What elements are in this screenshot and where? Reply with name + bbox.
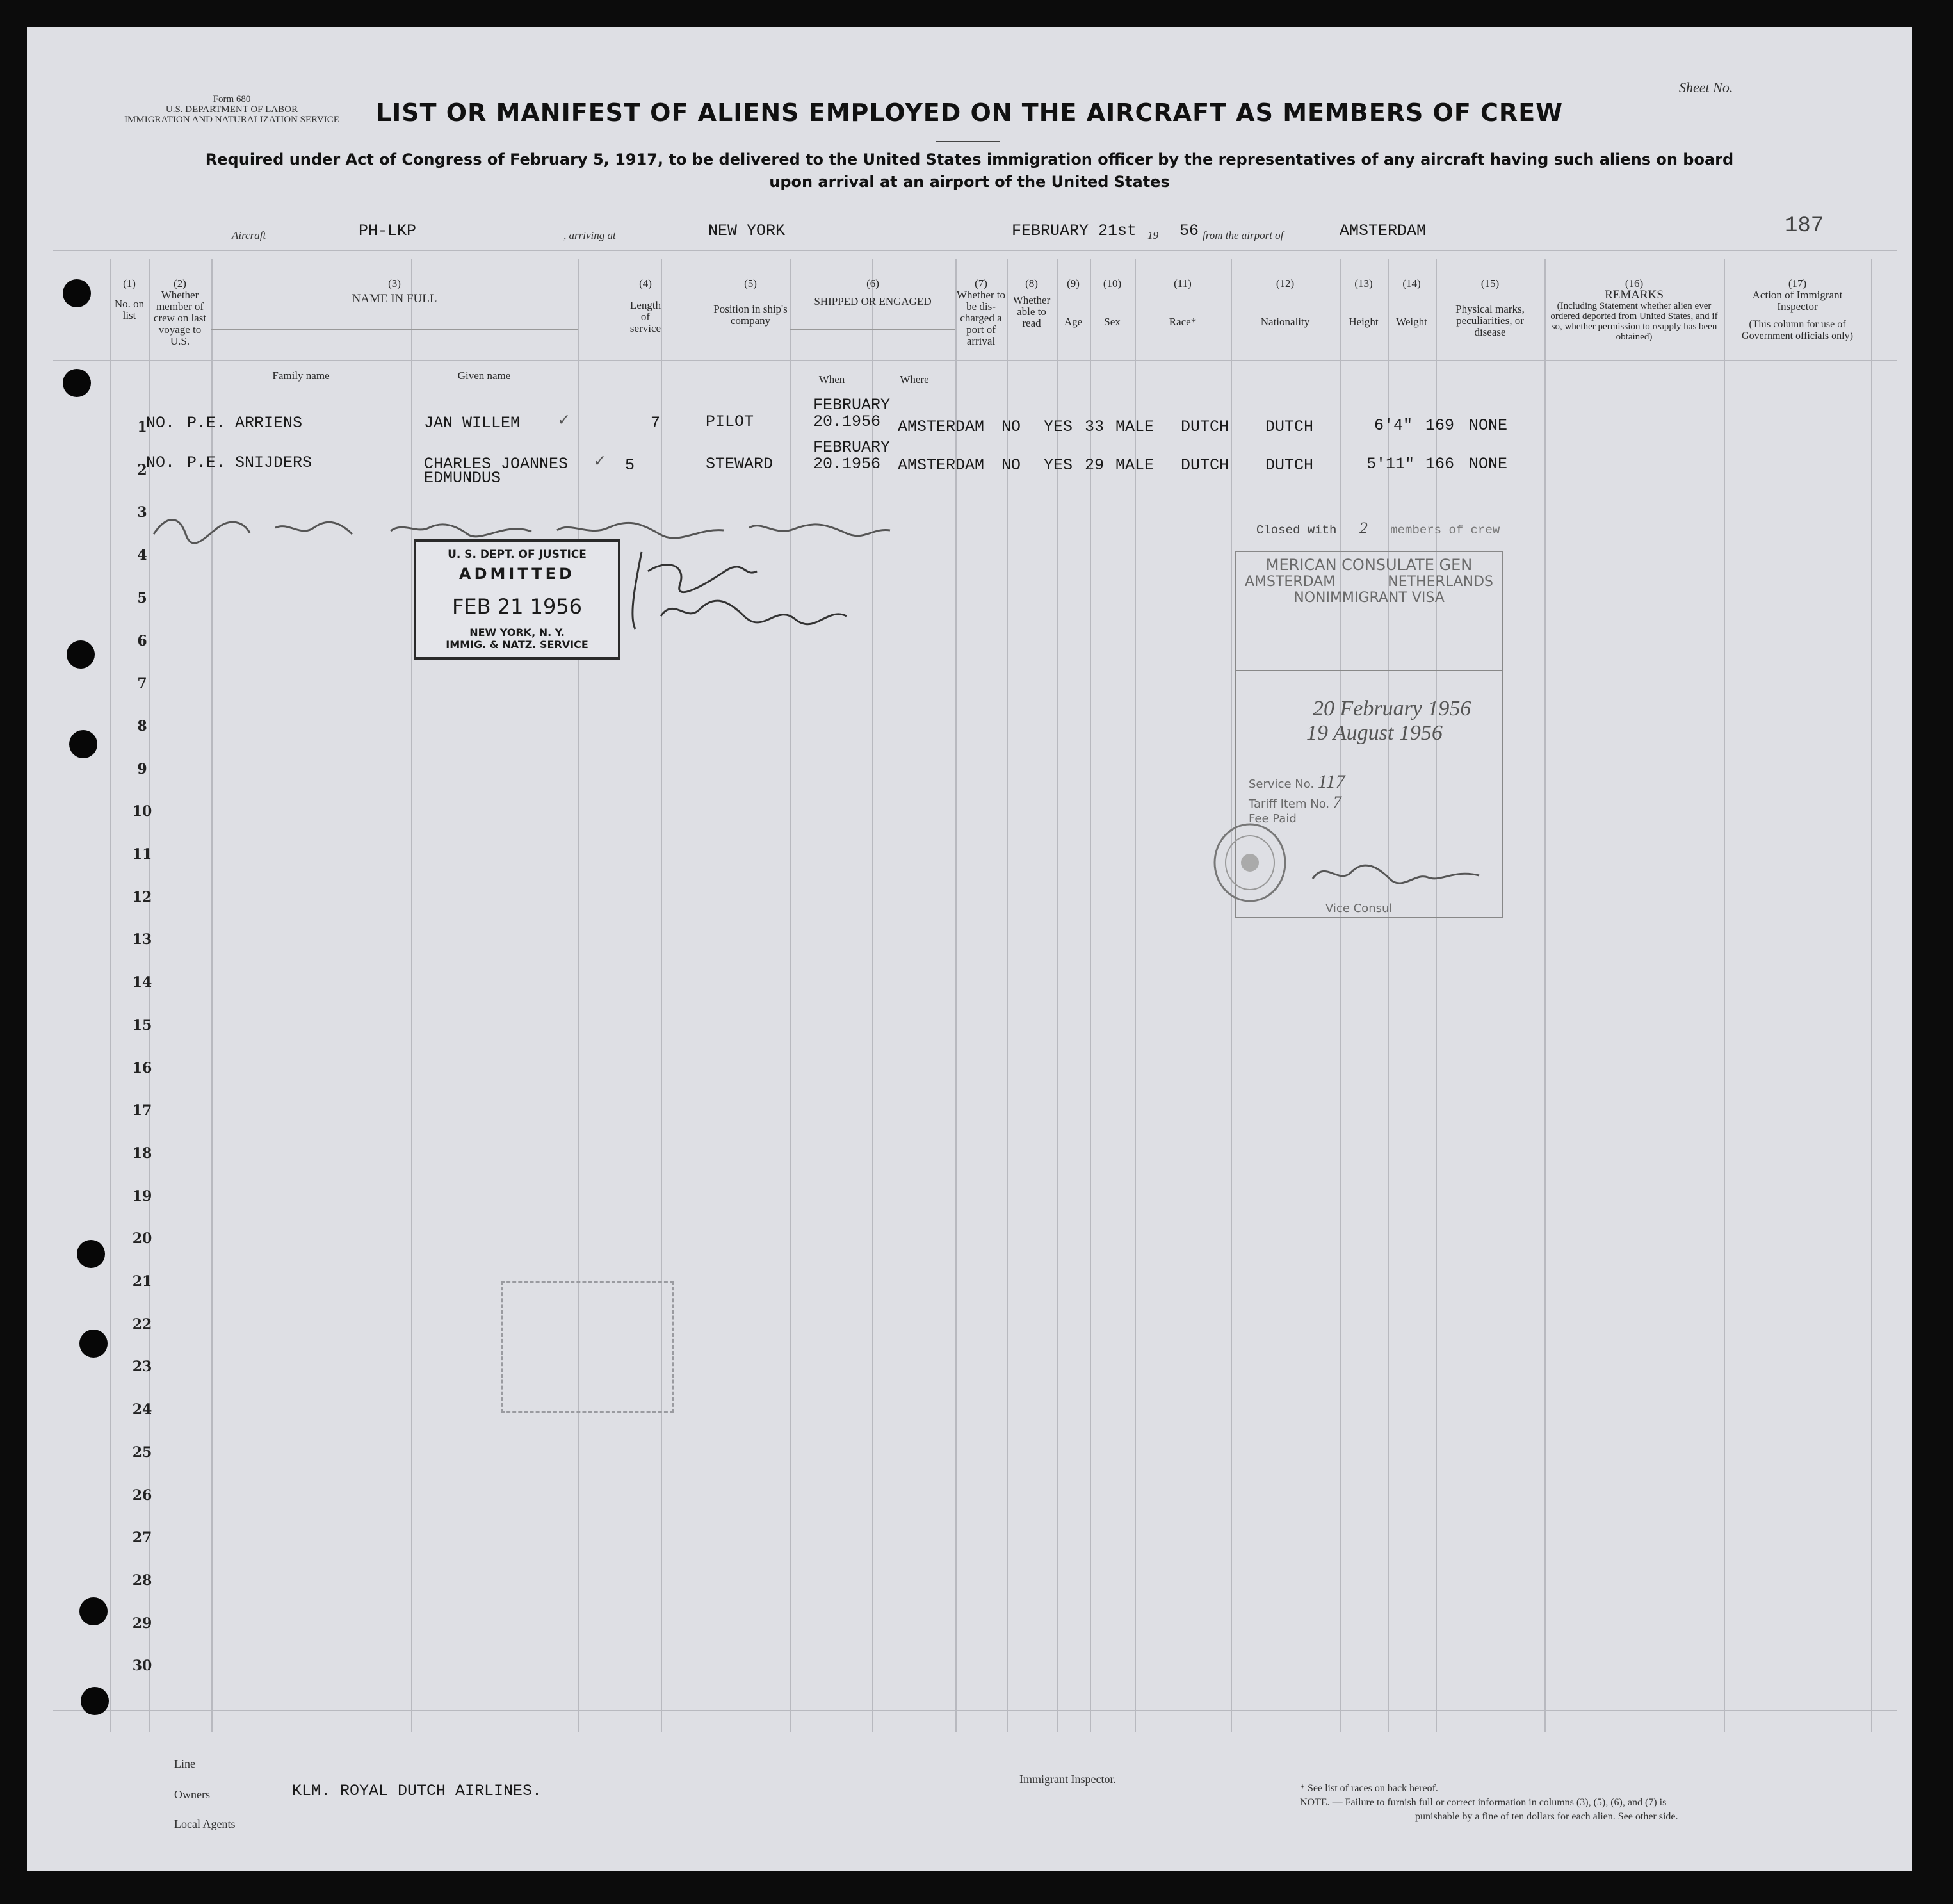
row-number: 26 bbox=[132, 1487, 152, 1504]
able-to-read: YES bbox=[1044, 418, 1073, 436]
col-divider bbox=[211, 259, 213, 1732]
col-header-shipped bbox=[790, 278, 955, 307]
fee-paid-label: Fee Paid bbox=[1249, 812, 1297, 826]
from-label: from the airport of bbox=[1203, 229, 1284, 241]
title-rule bbox=[936, 141, 1000, 142]
col-divider bbox=[149, 259, 150, 1732]
stamp-admitted: ADMITTED bbox=[459, 565, 575, 583]
aircraft-label: Aircraft bbox=[232, 229, 266, 241]
stamp-city: NEW YORK, N. Y. bbox=[469, 626, 565, 639]
previous-voyage: NO. bbox=[146, 414, 175, 432]
binder-hole bbox=[79, 1597, 108, 1625]
col-divider bbox=[1544, 259, 1546, 1732]
col-divider bbox=[110, 259, 111, 1732]
col-number: (4) bbox=[639, 277, 652, 289]
nationality: DUTCH bbox=[1265, 418, 1314, 436]
age: 33 bbox=[1085, 418, 1105, 436]
row-number: 3 bbox=[137, 504, 147, 521]
col-divider bbox=[411, 259, 412, 1732]
binder-hole bbox=[63, 279, 91, 307]
consular-seal bbox=[1212, 821, 1288, 904]
col-header-weight bbox=[1388, 278, 1436, 328]
col-header-inspector-action bbox=[1724, 278, 1871, 342]
length-of-service: 5 bbox=[625, 456, 635, 475]
arrival-date: FEBRUARY 21st bbox=[1012, 222, 1137, 240]
consulate-country: NETHERLANDS bbox=[1388, 574, 1493, 590]
col-divider bbox=[872, 259, 873, 1732]
line-label: Line bbox=[174, 1757, 195, 1770]
stamp-date: FEB 21 1956 bbox=[451, 594, 583, 619]
admitted-stamp bbox=[414, 539, 620, 660]
col-label-detail: (This column for use of Government officials only) bbox=[1742, 319, 1853, 341]
col-label: Whether to be dis-charged a port of arrival bbox=[957, 289, 1005, 347]
col-header-sex bbox=[1090, 278, 1135, 328]
manifest-sheet bbox=[27, 27, 1912, 1871]
col-header-height bbox=[1340, 278, 1388, 328]
col-label: No. on list bbox=[114, 298, 145, 321]
service-number-label: Service No. bbox=[1249, 777, 1315, 791]
row-number: 12 bbox=[132, 889, 152, 906]
given-name: CHARLES JOANNES bbox=[424, 455, 569, 473]
shipped-when-month: FEBRUARY bbox=[813, 438, 891, 457]
col-number: (3) bbox=[388, 277, 401, 289]
binder-hole bbox=[63, 369, 91, 397]
discharged: NO bbox=[1001, 456, 1021, 475]
col-divider bbox=[1231, 259, 1232, 1732]
col-header-physical-marks bbox=[1436, 278, 1544, 338]
visa-type: NONIMMIGRANT VISA bbox=[1293, 590, 1445, 606]
race: DUTCH bbox=[1181, 418, 1229, 436]
family-name: P.E. ARRIENS bbox=[187, 414, 303, 432]
stamp-department: U. S. DEPT. OF JUSTICE bbox=[448, 548, 587, 561]
row-number: 27 bbox=[132, 1529, 152, 1546]
sex: MALE bbox=[1115, 418, 1155, 436]
col-label: Whether member of crew on last voyage to U.S. bbox=[153, 289, 207, 347]
visa-expiry-date: 19 August 1956 bbox=[1306, 721, 1443, 745]
position: PILOT bbox=[706, 412, 754, 431]
footer-note bbox=[1300, 1782, 1863, 1824]
col-number: (6) bbox=[866, 277, 879, 289]
consular-divider bbox=[1236, 670, 1502, 671]
given-name: JAN WILLEM bbox=[424, 414, 521, 432]
row-number: 8 bbox=[137, 718, 147, 735]
page-number: 187 bbox=[1785, 214, 1824, 238]
arriving-value: NEW YORK bbox=[708, 222, 786, 240]
header-bottom-rule bbox=[53, 360, 1897, 361]
col-header-read bbox=[1007, 278, 1057, 329]
col-number: (13) bbox=[1354, 277, 1373, 289]
races-note: * See list of races on back hereof. bbox=[1300, 1783, 1438, 1794]
row-number: 4 bbox=[137, 547, 147, 564]
col-divider bbox=[1871, 259, 1872, 1732]
col-divider bbox=[790, 259, 791, 1732]
race: DUTCH bbox=[1181, 456, 1229, 475]
owners-label: Owners bbox=[174, 1788, 210, 1801]
visa-issue-date: 20 February 1956 bbox=[1313, 697, 1471, 720]
col-header-name bbox=[211, 278, 578, 305]
consulate-city: AMSTERDAM bbox=[1245, 574, 1336, 590]
col-header-length bbox=[603, 278, 688, 334]
col-number: (1) bbox=[123, 277, 136, 289]
col-header-given-name: Given name bbox=[457, 370, 511, 382]
row-number: 19 bbox=[132, 1188, 152, 1205]
col-divider bbox=[955, 259, 957, 1732]
weight: 166 bbox=[1425, 455, 1455, 473]
height: 6'4" bbox=[1374, 416, 1413, 435]
row-number: 24 bbox=[132, 1401, 152, 1418]
col-header-when: When bbox=[818, 373, 845, 386]
row-number: 22 bbox=[132, 1316, 152, 1333]
owners-value: KLM. ROYAL DUTCH AIRLINES. bbox=[292, 1782, 542, 1800]
physical-marks: NONE bbox=[1469, 416, 1508, 435]
binder-hole bbox=[77, 1240, 105, 1268]
col-label: Weight bbox=[1396, 316, 1427, 328]
previous-voyage: NO. bbox=[146, 453, 175, 472]
manifest-subtitle bbox=[155, 149, 1784, 193]
col-number: (17) bbox=[1788, 277, 1807, 289]
col-number: (10) bbox=[1103, 277, 1122, 289]
col-label: Nationality bbox=[1260, 316, 1310, 328]
shipped-when-month: FEBRUARY bbox=[813, 396, 891, 414]
col-divider bbox=[578, 259, 579, 1732]
row-number: 9 bbox=[137, 761, 147, 777]
binder-hole bbox=[69, 730, 97, 758]
tariff-line bbox=[1249, 793, 1502, 812]
col-divider bbox=[1388, 259, 1389, 1732]
col-number: (15) bbox=[1480, 277, 1500, 289]
col-label: Sex bbox=[1104, 316, 1121, 328]
closed-with-count: 2 bbox=[1359, 519, 1368, 537]
col-header-previous-voyage bbox=[149, 278, 211, 347]
consulate-name: MERICAN CONSULATE GEN bbox=[1265, 556, 1473, 574]
col-label: SHIPPED OR ENGAGED bbox=[814, 295, 932, 307]
row-number: 1 bbox=[137, 419, 147, 435]
closed-with-tail: members of crew bbox=[1390, 523, 1500, 537]
name-subheader-rule bbox=[211, 329, 578, 330]
family-name: P.E. SNIJDERS bbox=[187, 453, 312, 472]
vice-consul-label: Vice Consul bbox=[1325, 902, 1393, 915]
col-number: (7) bbox=[975, 277, 987, 289]
col-label: REMARKS bbox=[1605, 288, 1664, 302]
row-number: 18 bbox=[132, 1145, 152, 1162]
col-header-discharged bbox=[955, 278, 1007, 347]
col-divider bbox=[1340, 259, 1341, 1732]
col-header-nationality bbox=[1231, 278, 1340, 328]
closed-with-note bbox=[1256, 519, 1500, 538]
row-number: 29 bbox=[132, 1615, 152, 1632]
nationality: DUTCH bbox=[1265, 456, 1314, 475]
local-agents-label: Local Agents bbox=[174, 1818, 236, 1830]
col-divider bbox=[1135, 259, 1136, 1732]
binder-hole bbox=[79, 1330, 108, 1358]
row-number: 17 bbox=[132, 1102, 152, 1119]
year-prefix: 19 bbox=[1147, 229, 1158, 241]
binder-hole bbox=[67, 640, 95, 669]
check-mark: ✓ bbox=[594, 452, 605, 472]
sex: MALE bbox=[1115, 456, 1155, 475]
tariff-label: Tariff Item No. bbox=[1249, 797, 1330, 811]
manifest-title: LIST OR MANIFEST OF ALIENS EMPLOYED ON THE AIRCRAFT AS MEMBERS OF CREW bbox=[375, 99, 1564, 127]
col-header-age bbox=[1057, 278, 1090, 328]
col-number: (14) bbox=[1402, 277, 1421, 289]
table-top-rule bbox=[53, 250, 1897, 251]
position: STEWARD bbox=[706, 455, 774, 473]
shipped-subheader-rule bbox=[790, 329, 955, 330]
length-of-service: 7 bbox=[651, 414, 661, 432]
col-header-remarks bbox=[1544, 278, 1724, 342]
col-number: (9) bbox=[1067, 277, 1080, 289]
from-airport: AMSTERDAM bbox=[1340, 222, 1427, 240]
vice-consul-signature bbox=[1306, 853, 1486, 891]
check-mark: ✓ bbox=[558, 411, 569, 431]
col-divider bbox=[1057, 259, 1058, 1732]
form-service: IMMIGRATION AND NATURALIZATION SERVICE bbox=[124, 115, 339, 125]
arriving-label: , arriving at bbox=[563, 229, 616, 241]
shipped-where: AMSTERDAM bbox=[898, 418, 985, 436]
col-label: Age bbox=[1064, 316, 1083, 328]
consulate-location bbox=[1236, 574, 1502, 590]
col-divider bbox=[1007, 259, 1008, 1732]
col-label: Race* bbox=[1169, 316, 1197, 328]
row-number: 13 bbox=[132, 931, 152, 948]
shipped-when-date: 20.1956 bbox=[813, 455, 881, 473]
stamp-service: IMMIG. & NATZ. SERVICE bbox=[446, 639, 588, 651]
col-divider bbox=[1090, 259, 1091, 1732]
row-number: 23 bbox=[132, 1358, 152, 1375]
able-to-read: YES bbox=[1044, 456, 1073, 475]
sheet-number-label: Sheet No. bbox=[1679, 79, 1733, 95]
col-divider bbox=[1436, 259, 1437, 1732]
service-number-line bbox=[1249, 771, 1502, 793]
inspector-signature bbox=[616, 546, 885, 642]
row-number: 28 bbox=[132, 1572, 152, 1589]
col-number: (16) bbox=[1625, 277, 1644, 289]
col-number: (5) bbox=[744, 277, 757, 289]
weight: 169 bbox=[1425, 416, 1455, 435]
col-label: NAME IN FULL bbox=[352, 292, 437, 305]
row-number: 7 bbox=[137, 675, 147, 692]
binder-hole bbox=[81, 1687, 109, 1715]
col-number: (2) bbox=[174, 277, 186, 289]
col-number: (12) bbox=[1276, 277, 1295, 289]
col-label: Whether able to read bbox=[1012, 294, 1051, 329]
table-bottom-rule bbox=[53, 1710, 1897, 1711]
shipped-when-date: 20.1956 bbox=[813, 412, 881, 431]
row-number: 15 bbox=[132, 1017, 152, 1034]
row-number: 2 bbox=[137, 462, 147, 478]
service-number-value: 117 bbox=[1317, 771, 1345, 792]
aircraft-value: PH-LKP bbox=[359, 222, 417, 240]
immigrant-inspector-label: Immigrant Inspector. bbox=[1019, 1773, 1116, 1786]
given-name-continued: EDMUNDUS bbox=[424, 469, 501, 487]
form-number: Form 680 bbox=[213, 94, 251, 104]
height: 5'11" bbox=[1366, 455, 1415, 473]
col-label: Position in ship's company bbox=[713, 303, 788, 327]
row-number: 11 bbox=[132, 846, 152, 863]
col-divider bbox=[661, 259, 662, 1732]
row-number: 16 bbox=[132, 1060, 152, 1077]
row-number: 21 bbox=[132, 1273, 152, 1290]
closed-with-label: Closed with bbox=[1256, 523, 1337, 537]
tariff-value: 7 bbox=[1333, 793, 1341, 811]
penalty-note-line-2: punishable by a fine of ten dollars for each alien. See other side. bbox=[1415, 1811, 1678, 1822]
penalty-note-line-1: NOTE. — Failure to furnish full or correct information in columns (3), (5), (6), and (7) is bbox=[1300, 1797, 1667, 1808]
shipped-where: AMSTERDAM bbox=[898, 456, 985, 475]
col-label-detail: (Including Statement whether alien ever ordered deported from United States, and if so, whether permission to reapply has been obtained) bbox=[1550, 301, 1718, 342]
col-header-number bbox=[110, 278, 149, 321]
col-header-family-name: Family name bbox=[272, 370, 330, 382]
col-label: Action of Immigrant Inspector bbox=[1752, 289, 1843, 313]
arrival-year: 56 bbox=[1179, 222, 1199, 240]
col-header-where: Where bbox=[900, 373, 929, 386]
subtitle-line-1: Required under Act of Congress of February 5, 1917, to be delivered to the United States immigration officer by the representatives of any aircraft having such aliens on board bbox=[205, 151, 1734, 168]
row-number: 20 bbox=[132, 1230, 152, 1247]
discharged: NO bbox=[1001, 418, 1021, 436]
col-number: (11) bbox=[1174, 277, 1192, 289]
form-department: U.S. DEPARTMENT OF LABOR bbox=[165, 104, 298, 115]
row-number: 5 bbox=[137, 590, 147, 606]
col-label: Physical marks, peculiarities, or disease bbox=[1455, 303, 1525, 338]
age: 29 bbox=[1085, 456, 1105, 475]
col-label: Length of service bbox=[629, 299, 661, 334]
col-header-race bbox=[1135, 278, 1231, 328]
row-number: 10 bbox=[132, 803, 152, 820]
col-divider bbox=[1724, 259, 1725, 1732]
subtitle-line-2: upon arrival at an airport of the United States bbox=[769, 173, 1170, 191]
row-number: 14 bbox=[132, 974, 152, 991]
col-number: (8) bbox=[1025, 277, 1038, 289]
physical-marks: NONE bbox=[1469, 455, 1508, 473]
row-number: 25 bbox=[132, 1444, 152, 1461]
row-number: 30 bbox=[132, 1657, 152, 1674]
faded-stamp-box bbox=[501, 1281, 674, 1413]
col-label: Height bbox=[1349, 316, 1379, 328]
row-number: 6 bbox=[137, 633, 147, 649]
